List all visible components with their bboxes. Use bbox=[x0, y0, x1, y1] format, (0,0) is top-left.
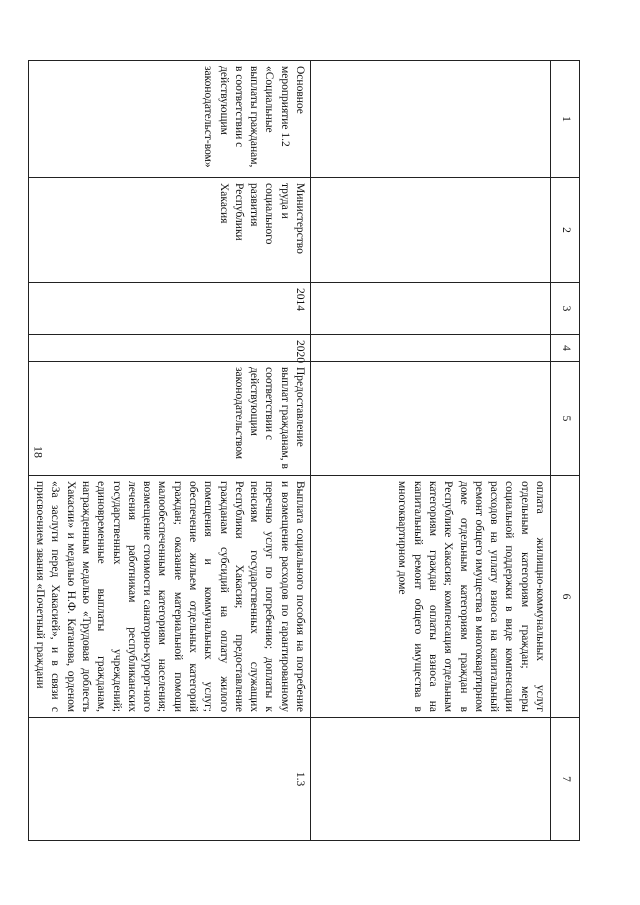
cell-end-year bbox=[311, 335, 551, 362]
cell-measure bbox=[311, 61, 551, 178]
cell-start-year bbox=[311, 283, 551, 335]
cell-indicator bbox=[311, 718, 551, 841]
program-measures-table bbox=[28, 60, 580, 841]
header-col-6: 6 bbox=[551, 476, 580, 718]
cell-start-year: 2014 bbox=[28, 283, 310, 335]
header-col-2: 2 bbox=[551, 178, 580, 283]
header-col-3: 3 bbox=[551, 283, 580, 335]
header-row bbox=[551, 61, 580, 841]
page-number: 18 bbox=[31, 446, 46, 458]
header-col-4: 4 bbox=[551, 335, 580, 362]
cell-indicator: 1.3 bbox=[28, 718, 310, 841]
cell-executor bbox=[311, 178, 551, 283]
cell-expected-result bbox=[311, 362, 551, 476]
header-col-7: 7 bbox=[551, 718, 580, 841]
cell-executor: Министерство труда и социального развития Республики Хакасия bbox=[28, 178, 310, 283]
cell-end-year: 2020 bbox=[28, 335, 310, 362]
cell-directions: оплата жилищно-коммунальных услуг отдельным категориям граждан; меры социальной поддержки в виде компенсации расходов на уплату взноса на капитальный ремонт общего имущества в многоквартирном доме отдельным категориям граждан в Республике Хакасия; компенсация отдельным категориям граждан оплаты взноса на капитальный ремонт общего имущества в многоквартирном доме bbox=[311, 476, 551, 718]
header-col-5: 5 bbox=[551, 362, 580, 476]
cell-expected-result: Предоставление выплат гражданам, в соответствии с действующим законодательством bbox=[28, 362, 310, 476]
cell-directions: Выплата социального пособия на погребение и возмещение расходов по гарантированному перечню услуг по погребению; доплаты к пенсиям государственных служащих Республики Хакасия; предоставление гражданам субсидий на оплату жилого помещения и коммунальных услуг; обеспечение жильем отдельных категорий граждан; оказание материальной помощи малообеспеченным категориям населения; возмещение стоимости санаторно-курорт-ного лечения работникам республиканских государственных учреждений; единовременные выплаты гражданам, награжденным медалью «Трудовая доблесть Хакасии» и медалью Н.Ф. Катанова, орденом «За заслуги перед Хакасией», и в связи с присвоением звания «Почетный граждани bbox=[28, 476, 310, 718]
header-col-1: 1 bbox=[551, 61, 580, 178]
table-row bbox=[28, 61, 310, 841]
cell-measure: Основное мероприятие 1.2 «Социальные выплаты гражданам, в соответствии с действующим законодательст-вом» bbox=[28, 61, 310, 178]
table-row bbox=[311, 61, 551, 841]
